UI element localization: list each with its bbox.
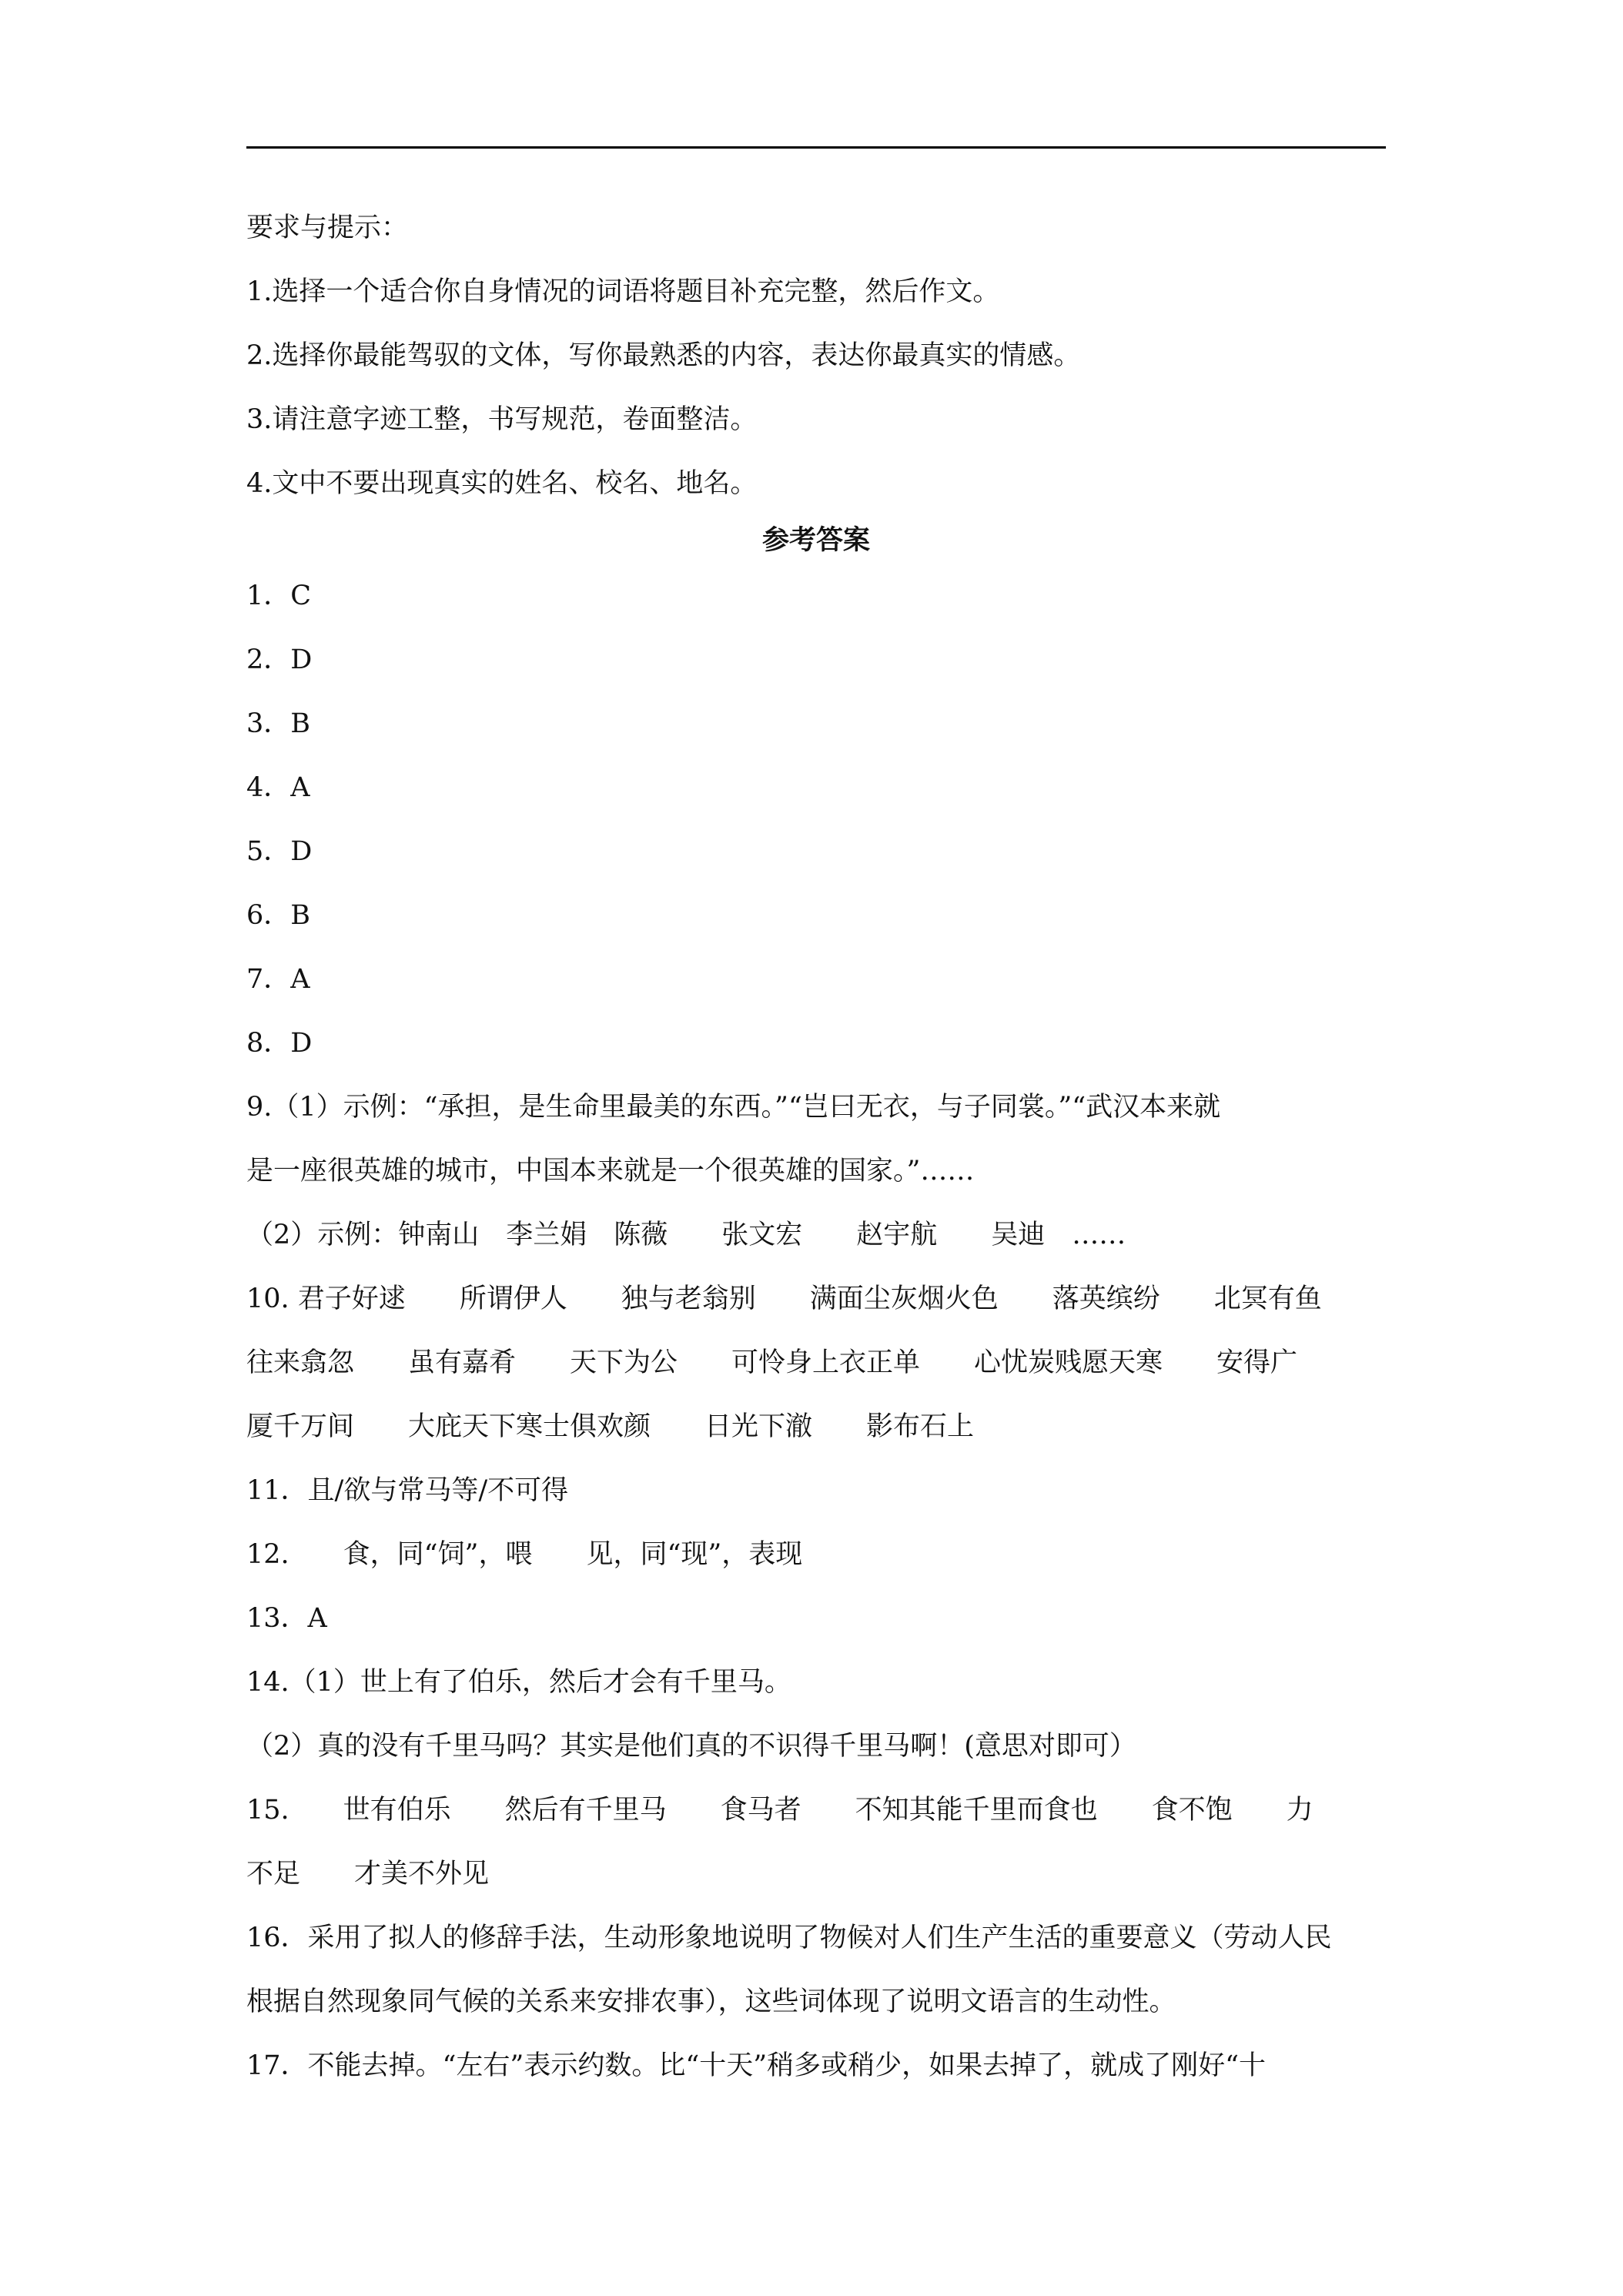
answer-line: 10. 君子好逑 所谓伊人 独与老翁别 满面尘灰烟火色 落英缤纷 北冥有鱼	[246, 1284, 1322, 1314]
answer-line: （2）真的没有千里马吗？其实是他们真的不识得千里马啊！(意思对即可）	[246, 1731, 1136, 1762]
prompt-item: 2.选择你最能驾驭的文体，写你最熟悉的内容，表达你最真实的情感。	[246, 340, 1081, 371]
answer-line: 2．D	[246, 644, 313, 675]
answer-line: 厦千万间 大庇天下寒士俱欢颜 日光下澈 影布石上	[246, 1411, 975, 1442]
prompt-heading: 要求与提示：	[246, 213, 409, 243]
answer-line: 17．不能去掉。“左右”表示约数。比“十天”稍多或稍少，如果去掉了，就成了刚好“十	[246, 2050, 1267, 2081]
header-rule	[246, 146, 1386, 149]
answer-line: 12. 食，同“饲”，喂 见，同“现”，表现	[246, 1539, 803, 1570]
answer-line: 9.（1）示例：“承担，是生命里最美的东西。”“岂曰无衣，与子同裳。”“武汉本来就	[246, 1092, 1221, 1123]
answer-line: 根据自然现象同气候的关系来安排农事），这些词体现了说明文语言的生动性。	[246, 1986, 1176, 2017]
answer-line: 16．采用了拟人的修辞手法，生动形象地说明了物候对人们生产生活的重要意义（劳动人民	[246, 1923, 1332, 1953]
answer-line: 13．A	[246, 1603, 327, 1634]
answer-line: 5．D	[246, 836, 313, 867]
answer-line: 15. 世有伯乐 然后有千里马 食马者 不知其能千里而食也 食不饱 力	[246, 1795, 1313, 1826]
answer-line: 是一座很英雄的城市，中国本来就是一个很英雄的国家。”……	[246, 1156, 975, 1186]
prompt-item: 1.选择一个适合你自身情况的词语将题目补充完整，然后作文。	[246, 276, 1000, 307]
answer-line: 14.（1）世上有了伯乐，然后才会有千里马。	[246, 1667, 791, 1698]
answers-title: 参考答案	[761, 524, 870, 556]
answer-line: 不足 才美不外见	[246, 1859, 490, 1889]
answer-line: 1．C	[246, 581, 312, 611]
answer-line: 8．D	[246, 1028, 313, 1059]
answer-line: （2）示例：钟南山 李兰娟 陈薇 张文宏 赵宇航 吴迪 ……	[246, 1220, 1126, 1250]
answer-line: 11．且/欲与常马等/不可得	[246, 1475, 569, 1506]
prompt-item: 4.文中不要出现真实的姓名、校名、地名。	[246, 468, 758, 499]
answer-line: 往来翕忽 虽有嘉肴 天下为公 可怜身上衣正单 心忧炭贱愿天寒 安得广	[246, 1347, 1298, 1378]
answer-line: 4．A	[246, 772, 310, 803]
prompt-item: 3.请注意字迹工整，书写规范，卷面整洁。	[246, 404, 758, 435]
answer-line: 3．B	[246, 708, 310, 739]
answer-line: 7．A	[246, 964, 310, 995]
answer-line: 6．B	[246, 900, 310, 931]
